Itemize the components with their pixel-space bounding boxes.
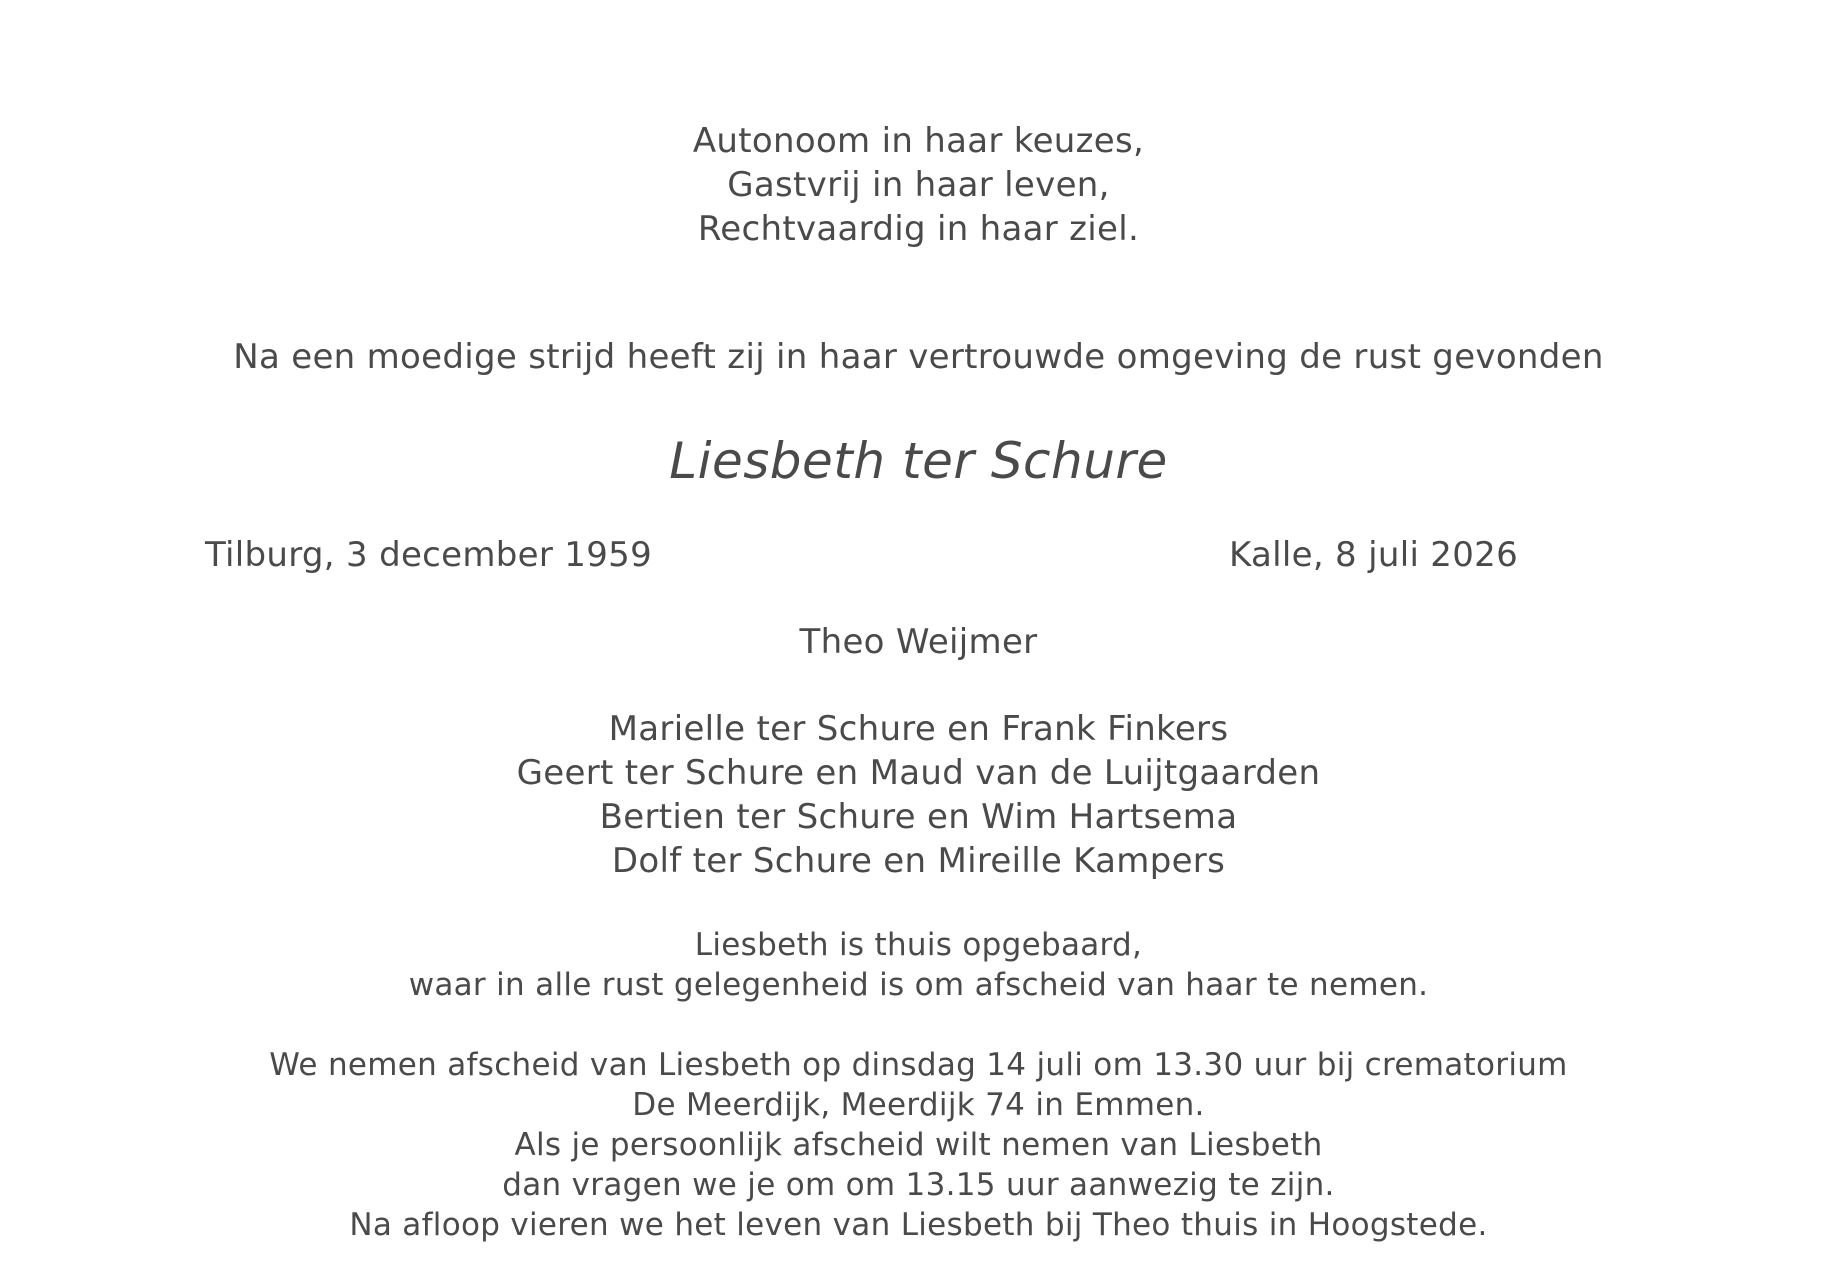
partner-name: Theo Weijmer bbox=[799, 622, 1038, 662]
intro-text: Na een moedige strijd heeft zij in haar vertrouwde omgeving de rust gevonden bbox=[233, 337, 1604, 377]
child-line-3: Bertien ter Schure en Wim Hartsema bbox=[599, 797, 1238, 837]
child-line-1: Marielle ter Schure en Frank Finkers bbox=[608, 709, 1229, 749]
poem-line-1: Autonoom in haar keuzes, bbox=[692, 121, 1145, 161]
poem-line-2: Gastvrij in haar leven, bbox=[727, 165, 1110, 205]
birth-date: Tilburg, 3 december 1959 bbox=[205, 535, 653, 575]
child-line-4: Dolf ter Schure en Mireille Kampers bbox=[611, 841, 1226, 881]
ceremony-line-2: De Meerdijk, Meerdijk 74 in Emmen. bbox=[632, 1087, 1205, 1123]
child-line-2: Geert ter Schure en Maud van de Luijtgaarden bbox=[516, 753, 1321, 793]
ceremony-line-1: We nemen afscheid van Liesbeth op dinsdag 14 juli om 13.30 uur bij crematorium bbox=[269, 1047, 1568, 1083]
viewing-line-2: waar in alle rust gelegenheid is om afscheid van haar te nemen. bbox=[408, 967, 1429, 1003]
death-date: Kalle, 8 juli 2026 bbox=[1229, 535, 1519, 575]
poem-line-3: Rechtvaardig in haar ziel. bbox=[697, 209, 1140, 249]
ceremony-line-3: Als je persoonlijk afscheid wilt nemen van Liesbeth bbox=[514, 1127, 1323, 1163]
viewing-line-1: Liesbeth is thuis opgebaard, bbox=[694, 927, 1143, 963]
deceased-name: Liesbeth ter Schure bbox=[669, 432, 1168, 490]
ceremony-line-4: dan vragen we je om om 13.15 uur aanwezig te zijn. bbox=[502, 1167, 1335, 1203]
ceremony-line-5: Na afloop vieren we het leven van Liesbeth bij Theo thuis in Hoogstede. bbox=[349, 1207, 1488, 1243]
